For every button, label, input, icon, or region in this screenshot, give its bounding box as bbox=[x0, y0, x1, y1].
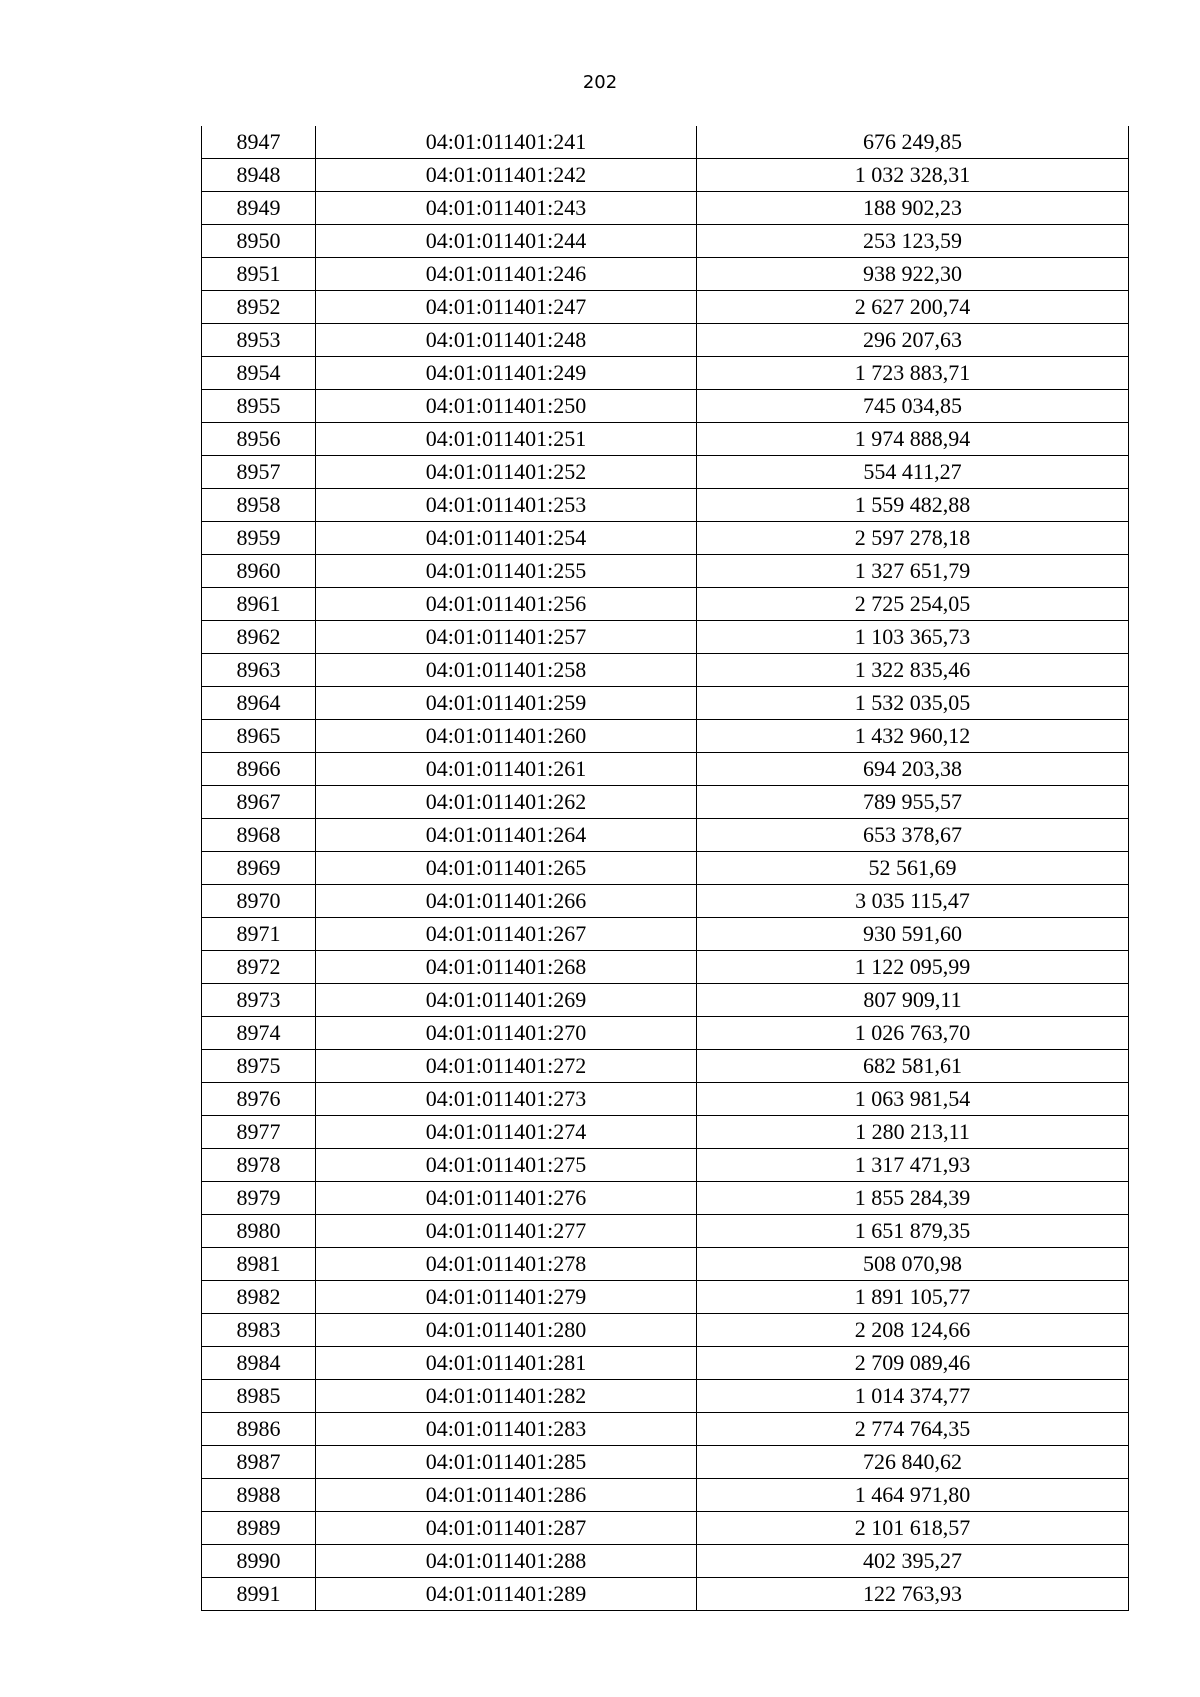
table-row bbox=[202, 654, 1129, 687]
table-row bbox=[202, 1347, 1129, 1380]
cadastral-value-cell: 2 597 278,18 bbox=[697, 522, 1129, 555]
cadastral-number-cell: 04:01:011401:279 bbox=[316, 1281, 697, 1314]
cadastral-value-cell: 682 581,61 bbox=[697, 1050, 1129, 1083]
table-row bbox=[202, 1446, 1129, 1479]
cadastral-value-cell: 745 034,85 bbox=[697, 390, 1129, 423]
table-row bbox=[202, 753, 1129, 786]
cadastral-number-cell: 04:01:011401:256 bbox=[316, 588, 697, 621]
row-number-cell: 8975 bbox=[202, 1050, 316, 1083]
table-row bbox=[202, 852, 1129, 885]
cadastral-value-cell: 253 123,59 bbox=[697, 225, 1129, 258]
cadastral-number-cell: 04:01:011401:243 bbox=[316, 192, 697, 225]
cadastral-number-cell: 04:01:011401:278 bbox=[316, 1248, 697, 1281]
row-number-cell: 8967 bbox=[202, 786, 316, 819]
table-row bbox=[202, 786, 1129, 819]
table-row bbox=[202, 225, 1129, 258]
table-row bbox=[202, 885, 1129, 918]
row-number-cell: 8959 bbox=[202, 522, 316, 555]
table-row bbox=[202, 291, 1129, 324]
cadastral-value-table bbox=[201, 126, 1129, 1611]
table-row bbox=[202, 489, 1129, 522]
row-number-cell: 8964 bbox=[202, 687, 316, 720]
table-row bbox=[202, 1479, 1129, 1512]
table-row bbox=[202, 159, 1129, 192]
cadastral-number-cell: 04:01:011401:262 bbox=[316, 786, 697, 819]
cadastral-value-cell: 930 591,60 bbox=[697, 918, 1129, 951]
cadastral-value-cell: 1 122 095,99 bbox=[697, 951, 1129, 984]
cadastral-value-cell: 938 922,30 bbox=[697, 258, 1129, 291]
cadastral-value-cell: 2 725 254,05 bbox=[697, 588, 1129, 621]
cadastral-value-cell: 1 891 105,77 bbox=[697, 1281, 1129, 1314]
cadastral-number-cell: 04:01:011401:246 bbox=[316, 258, 697, 291]
row-number-cell: 8969 bbox=[202, 852, 316, 885]
table-row bbox=[202, 1578, 1129, 1611]
cadastral-value-cell: 2 208 124,66 bbox=[697, 1314, 1129, 1347]
row-number-cell: 8979 bbox=[202, 1182, 316, 1215]
cadastral-number-cell: 04:01:011401:289 bbox=[316, 1578, 697, 1611]
row-number-cell: 8965 bbox=[202, 720, 316, 753]
cadastral-value-cell: 296 207,63 bbox=[697, 324, 1129, 357]
row-number-cell: 8962 bbox=[202, 621, 316, 654]
row-number-cell: 8956 bbox=[202, 423, 316, 456]
cadastral-value-cell: 1 317 471,93 bbox=[697, 1149, 1129, 1182]
cadastral-number-cell: 04:01:011401:244 bbox=[316, 225, 697, 258]
cadastral-value-cell: 1 032 328,31 bbox=[697, 159, 1129, 192]
cadastral-number-cell: 04:01:011401:281 bbox=[316, 1347, 697, 1380]
table-row bbox=[202, 1413, 1129, 1446]
cadastral-number-cell: 04:01:011401:252 bbox=[316, 456, 697, 489]
cadastral-value-cell: 52 561,69 bbox=[697, 852, 1129, 885]
table-row bbox=[202, 984, 1129, 1017]
table-row bbox=[202, 357, 1129, 390]
cadastral-value-cell: 1 280 213,11 bbox=[697, 1116, 1129, 1149]
row-number-cell: 8966 bbox=[202, 753, 316, 786]
cadastral-number-cell: 04:01:011401:275 bbox=[316, 1149, 697, 1182]
cadastral-value-cell: 694 203,38 bbox=[697, 753, 1129, 786]
table-row bbox=[202, 918, 1129, 951]
cadastral-value-cell: 402 395,27 bbox=[697, 1545, 1129, 1578]
cadastral-number-cell: 04:01:011401:272 bbox=[316, 1050, 697, 1083]
row-number-cell: 8961 bbox=[202, 588, 316, 621]
row-number-cell: 8947 bbox=[202, 126, 316, 159]
cadastral-number-cell: 04:01:011401:276 bbox=[316, 1182, 697, 1215]
cadastral-number-cell: 04:01:011401:255 bbox=[316, 555, 697, 588]
page-number: 202 bbox=[582, 72, 618, 93]
cadastral-number-cell: 04:01:011401:261 bbox=[316, 753, 697, 786]
cadastral-number-cell: 04:01:011401:250 bbox=[316, 390, 697, 423]
cadastral-number-cell: 04:01:011401:248 bbox=[316, 324, 697, 357]
table-row bbox=[202, 621, 1129, 654]
row-number-cell: 8958 bbox=[202, 489, 316, 522]
cadastral-value-cell: 1 103 365,73 bbox=[697, 621, 1129, 654]
cadastral-number-cell: 04:01:011401:267 bbox=[316, 918, 697, 951]
table-row bbox=[202, 126, 1129, 159]
cadastral-value-cell: 1 322 835,46 bbox=[697, 654, 1129, 687]
table-row bbox=[202, 258, 1129, 291]
cadastral-number-cell: 04:01:011401:242 bbox=[316, 159, 697, 192]
cadastral-value-cell: 1 327 651,79 bbox=[697, 555, 1129, 588]
cadastral-number-cell: 04:01:011401:249 bbox=[316, 357, 697, 390]
table-row bbox=[202, 456, 1129, 489]
row-number-cell: 8951 bbox=[202, 258, 316, 291]
cadastral-number-cell: 04:01:011401:260 bbox=[316, 720, 697, 753]
cadastral-number-cell: 04:01:011401:274 bbox=[316, 1116, 697, 1149]
table-row bbox=[202, 555, 1129, 588]
row-number-cell: 8957 bbox=[202, 456, 316, 489]
table-row bbox=[202, 1083, 1129, 1116]
cadastral-number-cell: 04:01:011401:268 bbox=[316, 951, 697, 984]
cadastral-number-cell: 04:01:011401:266 bbox=[316, 885, 697, 918]
cadastral-number-cell: 04:01:011401:269 bbox=[316, 984, 697, 1017]
row-number-cell: 8963 bbox=[202, 654, 316, 687]
row-number-cell: 8972 bbox=[202, 951, 316, 984]
row-number-cell: 8978 bbox=[202, 1149, 316, 1182]
row-number-cell: 8976 bbox=[202, 1083, 316, 1116]
cadastral-number-cell: 04:01:011401:247 bbox=[316, 291, 697, 324]
row-number-cell: 8952 bbox=[202, 291, 316, 324]
row-number-cell: 8950 bbox=[202, 225, 316, 258]
row-number-cell: 8977 bbox=[202, 1116, 316, 1149]
row-number-cell: 8955 bbox=[202, 390, 316, 423]
table-row bbox=[202, 1314, 1129, 1347]
cadastral-value-cell: 188 902,23 bbox=[697, 192, 1129, 225]
cadastral-number-cell: 04:01:011401:286 bbox=[316, 1479, 697, 1512]
table-row bbox=[202, 522, 1129, 555]
table-row bbox=[202, 1248, 1129, 1281]
table-body bbox=[202, 126, 1129, 1611]
row-number-cell: 8953 bbox=[202, 324, 316, 357]
cadastral-value-cell: 1 974 888,94 bbox=[697, 423, 1129, 456]
cadastral-number-cell: 04:01:011401:253 bbox=[316, 489, 697, 522]
cadastral-number-cell: 04:01:011401:280 bbox=[316, 1314, 697, 1347]
table-row bbox=[202, 1050, 1129, 1083]
table-row bbox=[202, 720, 1129, 753]
row-number-cell: 8984 bbox=[202, 1347, 316, 1380]
cadastral-value-cell: 2 101 618,57 bbox=[697, 1512, 1129, 1545]
table-row bbox=[202, 390, 1129, 423]
row-number-cell: 8987 bbox=[202, 1446, 316, 1479]
row-number-cell: 8983 bbox=[202, 1314, 316, 1347]
cadastral-value-cell: 1 063 981,54 bbox=[697, 1083, 1129, 1116]
table-row bbox=[202, 1149, 1129, 1182]
cadastral-number-cell: 04:01:011401:258 bbox=[316, 654, 697, 687]
cadastral-value-cell: 554 411,27 bbox=[697, 456, 1129, 489]
cadastral-value-cell: 789 955,57 bbox=[697, 786, 1129, 819]
table-row bbox=[202, 324, 1129, 357]
cadastral-value-cell: 1 014 374,77 bbox=[697, 1380, 1129, 1413]
row-number-cell: 8948 bbox=[202, 159, 316, 192]
table-row bbox=[202, 1017, 1129, 1050]
table-row bbox=[202, 1380, 1129, 1413]
cadastral-value-cell: 1 559 482,88 bbox=[697, 489, 1129, 522]
table-row bbox=[202, 192, 1129, 225]
table-row bbox=[202, 1182, 1129, 1215]
cadastral-number-cell: 04:01:011401:273 bbox=[316, 1083, 697, 1116]
table-row bbox=[202, 1545, 1129, 1578]
row-number-cell: 8971 bbox=[202, 918, 316, 951]
cadastral-number-cell: 04:01:011401:264 bbox=[316, 819, 697, 852]
cadastral-value-cell: 1 532 035,05 bbox=[697, 687, 1129, 720]
table-row bbox=[202, 687, 1129, 720]
table-row bbox=[202, 423, 1129, 456]
row-number-cell: 8991 bbox=[202, 1578, 316, 1611]
cadastral-value-cell: 1 464 971,80 bbox=[697, 1479, 1129, 1512]
cadastral-value-cell: 2 709 089,46 bbox=[697, 1347, 1129, 1380]
row-number-cell: 8949 bbox=[202, 192, 316, 225]
cadastral-value-cell: 2 774 764,35 bbox=[697, 1413, 1129, 1446]
cadastral-value-cell: 807 909,11 bbox=[697, 984, 1129, 1017]
row-number-cell: 8970 bbox=[202, 885, 316, 918]
cadastral-number-cell: 04:01:011401:257 bbox=[316, 621, 697, 654]
cadastral-number-cell: 04:01:011401:277 bbox=[316, 1215, 697, 1248]
table-row bbox=[202, 1281, 1129, 1314]
cadastral-value-cell: 2 627 200,74 bbox=[697, 291, 1129, 324]
row-number-cell: 8960 bbox=[202, 555, 316, 588]
cadastral-number-cell: 04:01:011401:265 bbox=[316, 852, 697, 885]
cadastral-number-cell: 04:01:011401:285 bbox=[316, 1446, 697, 1479]
cadastral-number-cell: 04:01:011401:254 bbox=[316, 522, 697, 555]
row-number-cell: 8980 bbox=[202, 1215, 316, 1248]
table-row bbox=[202, 951, 1129, 984]
row-number-cell: 8968 bbox=[202, 819, 316, 852]
cadastral-value-cell: 1 432 960,12 bbox=[697, 720, 1129, 753]
row-number-cell: 8985 bbox=[202, 1380, 316, 1413]
table-row bbox=[202, 588, 1129, 621]
table-row bbox=[202, 819, 1129, 852]
table-row bbox=[202, 1512, 1129, 1545]
cadastral-value-cell: 1 723 883,71 bbox=[697, 357, 1129, 390]
cadastral-number-cell: 04:01:011401:283 bbox=[316, 1413, 697, 1446]
cadastral-value-cell: 122 763,93 bbox=[697, 1578, 1129, 1611]
cadastral-number-cell: 04:01:011401:282 bbox=[316, 1380, 697, 1413]
cadastral-value-cell: 1 855 284,39 bbox=[697, 1182, 1129, 1215]
row-number-cell: 8988 bbox=[202, 1479, 316, 1512]
cadastral-number-cell: 04:01:011401:270 bbox=[316, 1017, 697, 1050]
row-number-cell: 8981 bbox=[202, 1248, 316, 1281]
row-number-cell: 8986 bbox=[202, 1413, 316, 1446]
row-number-cell: 8973 bbox=[202, 984, 316, 1017]
cadastral-number-cell: 04:01:011401:287 bbox=[316, 1512, 697, 1545]
cadastral-value-cell: 726 840,62 bbox=[697, 1446, 1129, 1479]
row-number-cell: 8989 bbox=[202, 1512, 316, 1545]
row-number-cell: 8954 bbox=[202, 357, 316, 390]
table-row bbox=[202, 1116, 1129, 1149]
cadastral-value-cell: 676 249,85 bbox=[697, 126, 1129, 159]
table-row bbox=[202, 1215, 1129, 1248]
row-number-cell: 8990 bbox=[202, 1545, 316, 1578]
cadastral-value-cell: 1 026 763,70 bbox=[697, 1017, 1129, 1050]
cadastral-value-cell: 653 378,67 bbox=[697, 819, 1129, 852]
cadastral-number-cell: 04:01:011401:259 bbox=[316, 687, 697, 720]
cadastral-value-cell: 508 070,98 bbox=[697, 1248, 1129, 1281]
row-number-cell: 8974 bbox=[202, 1017, 316, 1050]
cadastral-value-cell: 3 035 115,47 bbox=[697, 885, 1129, 918]
cadastral-value-cell: 1 651 879,35 bbox=[697, 1215, 1129, 1248]
row-number-cell: 8982 bbox=[202, 1281, 316, 1314]
cadastral-number-cell: 04:01:011401:241 bbox=[316, 126, 697, 159]
cadastral-number-cell: 04:01:011401:251 bbox=[316, 423, 697, 456]
cadastral-number-cell: 04:01:011401:288 bbox=[316, 1545, 697, 1578]
